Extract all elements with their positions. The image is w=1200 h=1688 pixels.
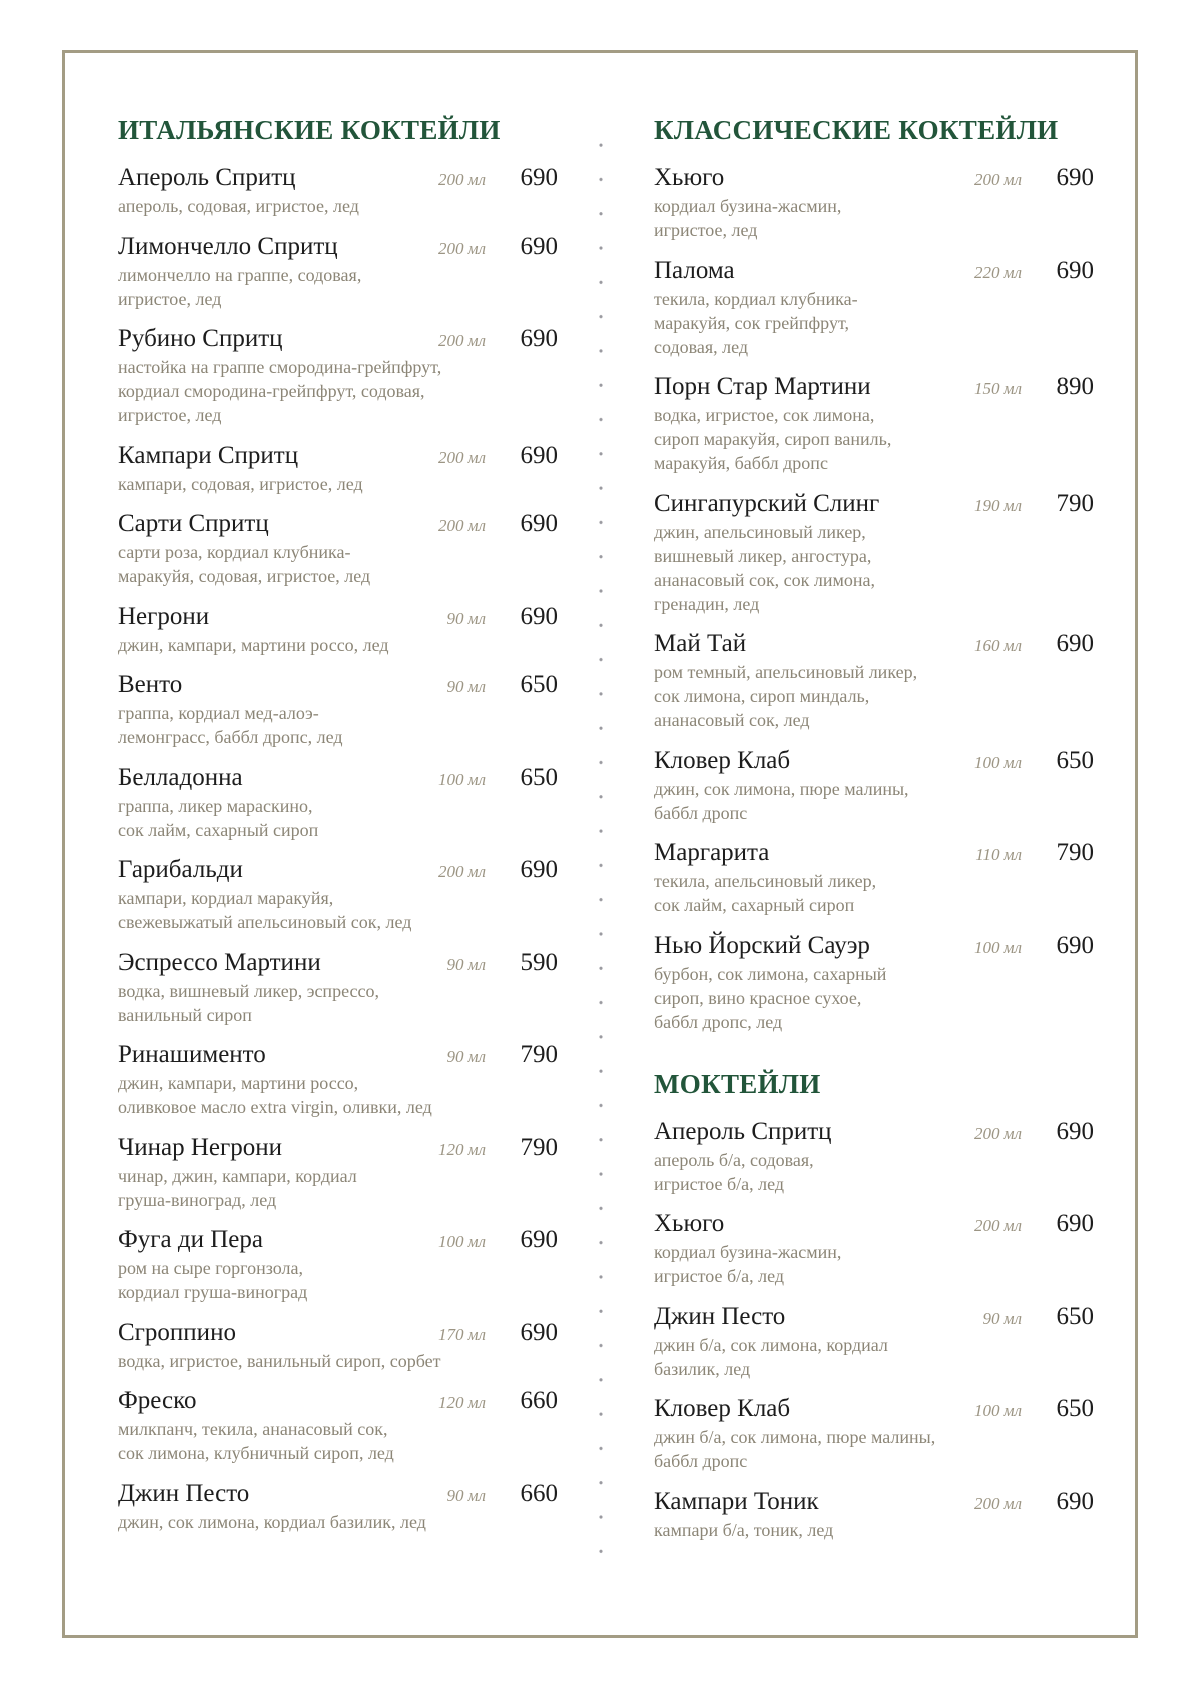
menu-item-volume: 190 мл bbox=[973, 495, 1022, 515]
menu-item bbox=[654, 1118, 1094, 1196]
menu-item bbox=[654, 373, 1094, 475]
menu-item-volume: 200 мл bbox=[437, 238, 486, 258]
menu-item-header bbox=[118, 442, 558, 472]
menu-item-header bbox=[118, 1134, 558, 1164]
menu-item-price: 690 bbox=[520, 232, 558, 260]
menu-item-volume: 200 мл bbox=[437, 447, 486, 467]
menu-item-price: 690 bbox=[520, 325, 558, 352]
menu-item-description: водка, вишневый ликер, эспрессо, ванильный сироп bbox=[118, 980, 379, 1025]
menu-item-description: сарти роза, кордиал клубника- маракуйя, содовая, игристое, лед bbox=[118, 542, 371, 586]
menu-item-price: 790 bbox=[520, 1041, 558, 1068]
menu-item-name: Хьюго bbox=[654, 1210, 725, 1237]
menu-item-volume: 90 мл bbox=[982, 1308, 1022, 1328]
menu-item-description: текила, апельсиновый ликер, сок лайм, сахарный сироп bbox=[654, 871, 877, 915]
menu-item-price: 660 bbox=[520, 1387, 558, 1414]
menu-item-price: 690 bbox=[520, 856, 558, 883]
menu-item-volume: 200 мл bbox=[973, 1493, 1022, 1513]
menu-item-name: Лимончелло Спритц bbox=[118, 232, 338, 260]
menu-item bbox=[118, 1134, 558, 1212]
menu-item-name: Кловер Клаб bbox=[654, 746, 791, 774]
menu-item-description: кампари б/а, тоник, лед bbox=[654, 1519, 834, 1540]
menu-item-volume: 200 мл bbox=[973, 1216, 1022, 1235]
menu-item-price: 790 bbox=[520, 1133, 558, 1161]
menu-item-name: Нью Йорский Сауэр bbox=[654, 931, 870, 959]
menu-item-header bbox=[654, 1210, 1094, 1240]
menu-item-name: Фуга ди Пера bbox=[118, 1226, 263, 1253]
menu-item-price: 690 bbox=[1056, 1117, 1094, 1145]
menu-item-volume: 100 мл bbox=[437, 1232, 486, 1251]
menu-item-volume: 160 мл bbox=[973, 636, 1022, 655]
column-divider bbox=[597, 128, 605, 1568]
menu-item-price: 650 bbox=[1056, 746, 1094, 774]
menu-item bbox=[118, 1319, 558, 1373]
menu-item bbox=[118, 856, 558, 934]
menu-item-volume: 150 мл bbox=[973, 379, 1022, 398]
menu-item-header bbox=[118, 1226, 558, 1256]
menu-item bbox=[118, 164, 558, 218]
menu-item-header bbox=[118, 1041, 558, 1071]
menu-item-header bbox=[118, 1387, 558, 1417]
menu-item-description: настойка на граппе смородина-грейпфрут, кордиал смородина-грейпфрут, содовая, игристое, лед bbox=[118, 357, 442, 425]
menu-item-description: кампари, содовая, игристое, лед bbox=[118, 473, 363, 494]
menu-item bbox=[654, 1395, 1094, 1473]
menu-item-volume: 110 мл bbox=[975, 845, 1022, 864]
menu-item-price: 690 bbox=[1056, 1487, 1094, 1515]
menu-item-name: Венто bbox=[118, 671, 183, 698]
menu-item-name: Ринашименто bbox=[118, 1041, 266, 1068]
menu-item-price: 690 bbox=[1056, 1210, 1094, 1237]
menu-item-header bbox=[118, 1319, 558, 1349]
menu-item-name: Апероль Спритц bbox=[654, 1117, 832, 1145]
menu-item-volume: 220 мл bbox=[973, 262, 1022, 282]
menu-item-name: Рубино Спритц bbox=[118, 325, 283, 352]
menu-item-volume: 200 мл bbox=[973, 1123, 1022, 1143]
menu-item-description: джин, кампари, мартини россо, лед bbox=[118, 634, 389, 655]
menu-item-header bbox=[654, 747, 1094, 777]
menu-item-volume: 200 мл bbox=[437, 862, 486, 881]
menu-item-header bbox=[118, 233, 558, 263]
menu-item-name: Палома bbox=[654, 256, 735, 284]
menu-item-name: Эспрессо Мартини bbox=[118, 948, 321, 976]
menu-item-volume: 200 мл bbox=[437, 331, 486, 350]
menu-item-name: Хьюго bbox=[654, 164, 725, 191]
menu-item bbox=[654, 839, 1094, 917]
menu-item-price: 690 bbox=[1056, 164, 1094, 191]
menu-item-description: ром темный, апельсиновый ликер, сок лимона, сироп миндаль, ананасовый сок, лед bbox=[654, 662, 918, 730]
menu-item-price: 650 bbox=[520, 671, 558, 698]
menu-item-price: 690 bbox=[1056, 931, 1094, 959]
menu-item-price: 650 bbox=[1056, 1395, 1094, 1422]
menu-item-price: 890 bbox=[1056, 373, 1094, 400]
menu-item-volume: 200 мл bbox=[437, 516, 486, 535]
menu-item-volume: 100 мл bbox=[973, 1401, 1022, 1420]
menu-item-price: 660 bbox=[520, 1479, 558, 1507]
menu-item-header bbox=[654, 164, 1094, 194]
menu-item-description: джин б/а, сок лимона, пюре малины, баббл дропс bbox=[654, 1427, 936, 1471]
menu-item-volume: 120 мл bbox=[437, 1393, 486, 1412]
column-left bbox=[118, 106, 558, 1548]
menu-item-header bbox=[654, 373, 1094, 403]
menu-item-price: 690 bbox=[1056, 256, 1094, 284]
menu-item-name: Сарти Спритц bbox=[118, 510, 269, 537]
menu-item-name: Белладонна bbox=[118, 763, 243, 791]
menu-item bbox=[118, 1041, 558, 1119]
menu-item-volume: 90 мл bbox=[446, 954, 486, 974]
menu-item-price: 690 bbox=[520, 602, 558, 630]
menu-item-name: Кловер Клаб bbox=[654, 1395, 791, 1422]
menu-item-name: Кампари Спритц bbox=[118, 441, 299, 469]
menu-item bbox=[118, 1387, 558, 1465]
menu-item-header bbox=[654, 839, 1094, 869]
menu-item-name: Фреско bbox=[118, 1387, 197, 1414]
menu-item bbox=[118, 603, 558, 657]
menu-item bbox=[118, 1226, 558, 1304]
menu-item-description: водка, игристое, сок лимона, сироп маракуйя, сироп ваниль, маракуйя, баббл дропс bbox=[654, 405, 892, 473]
menu-item-header bbox=[654, 630, 1094, 660]
menu-item bbox=[118, 325, 558, 427]
menu-item-price: 690 bbox=[520, 164, 558, 191]
italian-list bbox=[118, 164, 558, 1534]
menu-item-description: милкпанч, текила, ананасовый сок, сок лимона, клубничный сироп, лед bbox=[118, 1419, 394, 1463]
menu-item-volume: 100 мл bbox=[973, 937, 1022, 957]
menu-item-header bbox=[118, 603, 558, 633]
section-title-mocktails: МОКТЕЙЛИ bbox=[654, 1068, 821, 1099]
menu-item-volume: 100 мл bbox=[437, 769, 486, 789]
menu-item-price: 690 bbox=[520, 1226, 558, 1253]
menu-item-description: текила, кордиал клубника- маракуйя, сок грейпфрут, содовая, лед bbox=[654, 288, 858, 357]
menu-item-price: 650 bbox=[1056, 1302, 1094, 1330]
menu-item bbox=[654, 747, 1094, 825]
menu-item-description: кордиал бузина-жасмин, игристое, лед bbox=[654, 196, 842, 240]
menu-item-name: Сгроппино bbox=[118, 1318, 236, 1346]
menu-item-price: 790 bbox=[1056, 839, 1094, 866]
menu-item-description: водка, игристое, ванильный сироп, сорбет bbox=[118, 1350, 441, 1371]
menu-item-volume: 90 мл bbox=[446, 1485, 486, 1505]
menu-item-volume: 200 мл bbox=[973, 170, 1022, 189]
menu-item bbox=[654, 164, 1094, 242]
menu-item-description: джин, кампари, мартини россо, оливковое масло extra virgin, оливки, лед bbox=[118, 1073, 432, 1117]
menu-item bbox=[654, 1488, 1094, 1542]
menu-item bbox=[118, 949, 558, 1027]
menu-item-description: джин, апельсиновый ликер, вишневый ликер, ангостура, ананасовый сок, сок лимона, гренадин, лед bbox=[654, 521, 876, 614]
menu-item bbox=[118, 442, 558, 496]
menu-item bbox=[654, 257, 1094, 359]
menu-item-description: джин, сок лимона, пюре малины, баббл дропс bbox=[654, 778, 909, 823]
menu-item-name: Чинар Негрони bbox=[118, 1133, 283, 1161]
menu-item-price: 590 bbox=[520, 948, 558, 976]
menu-item-description: джин, сок лимона, кордиал базилик, лед bbox=[118, 1511, 426, 1532]
menu-item-header bbox=[118, 856, 558, 886]
menu-item-name: Порн Стар Мартини bbox=[654, 373, 871, 400]
menu-item-header bbox=[654, 1488, 1094, 1518]
mocktails-list bbox=[654, 1118, 1094, 1542]
menu-item-header bbox=[118, 510, 558, 540]
menu-item bbox=[118, 764, 558, 842]
menu-item-header bbox=[654, 490, 1094, 520]
menu-item-name: Джин Песто bbox=[654, 1302, 786, 1330]
section-title-classic: КЛАССИЧЕСКИЕ КОКТЕЙЛИ bbox=[654, 115, 1059, 145]
menu-item-volume: 120 мл bbox=[437, 1139, 486, 1159]
menu-item-name: Май Тай bbox=[654, 630, 747, 657]
menu-item-header bbox=[654, 1395, 1094, 1425]
menu-item-volume: 90 мл bbox=[446, 1047, 486, 1066]
menu-item-price: 650 bbox=[520, 763, 558, 791]
menu-item-name: Гарибальди bbox=[118, 856, 243, 883]
menu-item-description: граппа, кордиал мед-алоэ- лемонграсс, баббл дропс, лед bbox=[118, 703, 343, 747]
menu-item-description: ром на сыре горгонзола, кордиал груша-виноград bbox=[118, 1258, 308, 1302]
menu-item-price: 790 bbox=[1056, 489, 1094, 517]
menu-item-header bbox=[118, 764, 558, 794]
menu-item-description: граппа, ликер мараскино, сок лайм, сахарный сироп bbox=[118, 795, 319, 840]
menu-item-header bbox=[118, 325, 558, 355]
menu-item-description: джин б/а, сок лимона, кордиал базилик, лед bbox=[654, 1334, 888, 1379]
menu-item-description: апероль, содовая, игристое, лед bbox=[118, 196, 359, 216]
column-right bbox=[654, 106, 1094, 1556]
menu-item bbox=[654, 490, 1094, 616]
menu-item-volume: 170 мл bbox=[437, 1324, 486, 1344]
menu-item-price: 690 bbox=[520, 510, 558, 537]
menu-item-volume: 200 мл bbox=[437, 170, 486, 189]
menu-item bbox=[654, 630, 1094, 732]
menu-item bbox=[118, 510, 558, 588]
menu-item-description: апероль б/а, содовая, игристое б/а, лед bbox=[654, 1149, 814, 1194]
menu-item bbox=[118, 233, 558, 311]
menu-item-name: Кампари Тоник bbox=[654, 1487, 819, 1515]
menu-item bbox=[654, 932, 1094, 1034]
menu-item-description: кордиал бузина-жасмин, игристое б/а, лед bbox=[654, 1242, 842, 1286]
menu-item-description: чинар, джин, кампари, кордиал груша-виноград, лед bbox=[118, 1165, 357, 1210]
menu-item-header bbox=[118, 671, 558, 701]
menu-item-price: 690 bbox=[520, 1318, 558, 1346]
menu-item bbox=[654, 1303, 1094, 1381]
menu-item-header bbox=[654, 1118, 1094, 1148]
menu-item-description: кампари, кордиал маракуйя, свежевыжатый апельсиновый сок, лед bbox=[118, 888, 412, 932]
menu-item-name: Маргарита bbox=[654, 839, 770, 866]
menu-item-name: Негрони bbox=[118, 602, 210, 630]
menu-item-header bbox=[118, 164, 558, 194]
menu-item bbox=[654, 1210, 1094, 1288]
menu-item-volume: 90 мл bbox=[446, 608, 486, 628]
menu-item bbox=[118, 671, 558, 749]
menu-item-description: лимончелло на граппе, содовая, игристое, лед bbox=[118, 264, 362, 309]
menu-item-header bbox=[118, 1480, 558, 1510]
menu-item-header bbox=[654, 1303, 1094, 1333]
menu-item bbox=[118, 1480, 558, 1534]
menu-item-name: Сингапурский Слинг bbox=[654, 489, 880, 517]
section-title-italian: ИТАЛЬЯНСКИЕ КОКТЕЙЛИ bbox=[118, 115, 501, 145]
menu-item-name: Джин Песто bbox=[118, 1479, 250, 1507]
menu-item-price: 690 bbox=[1056, 630, 1094, 657]
menu-item-price: 690 bbox=[520, 441, 558, 469]
menu-item-description: бурбон, сок лимона, сахарный сироп, вино красное сухое, баббл дропс, лед bbox=[654, 963, 887, 1032]
menu-item-volume: 90 мл bbox=[446, 677, 486, 696]
classic-list bbox=[654, 164, 1094, 1034]
menu-item-volume: 100 мл bbox=[973, 752, 1022, 772]
menu-item-name: Апероль Спритц bbox=[118, 164, 296, 191]
menu-item-header bbox=[654, 257, 1094, 287]
menu-item-header bbox=[118, 949, 558, 979]
menu-item-header bbox=[654, 932, 1094, 962]
